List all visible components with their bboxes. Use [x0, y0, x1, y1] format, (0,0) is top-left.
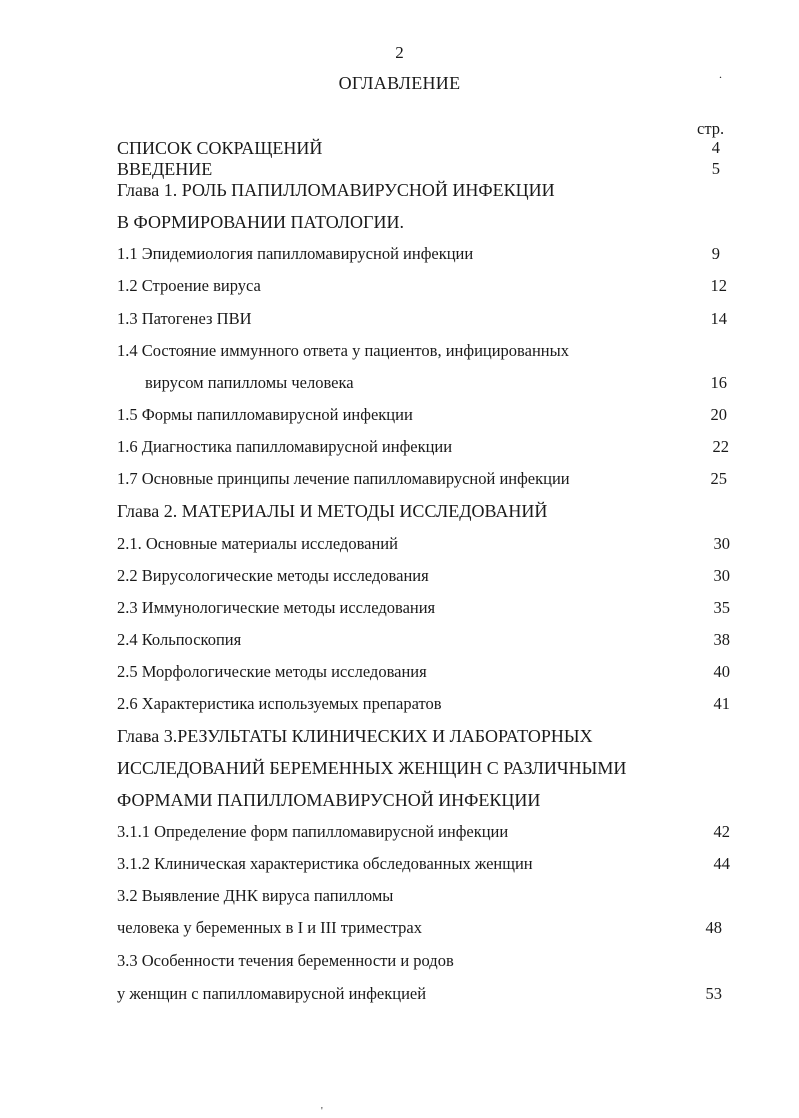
toc-chapter-1-line-1: Глава 1. РОЛЬ ПАПИЛЛОМАВИРУСНОЙ ИНФЕКЦИИ: [117, 180, 555, 200]
toc-chapter-3-line-2: ИССЛЕДОВАНИЙ БЕРЕМЕННЫХ ЖЕНЩИН С РАЗЛИЧНЫМИ: [117, 758, 627, 778]
toc-page-2-2: 30: [713, 566, 730, 585]
toc-entry-1-6: 1.6 Диагностика папилломавирусной инфекции: [117, 437, 453, 456]
toc-entry-1-1: 1.1 Эпидемиология папилломавирусной инфекции: [117, 244, 474, 263]
toc-entry-1-2: 1.2 Строение вируса: [117, 276, 261, 295]
toc-entry-3-3-line-2: у женщин с папилломавирусной инфекцией: [117, 984, 427, 1003]
bottom-mark: ': [321, 1106, 323, 1117]
page-column-header: стр.: [697, 119, 725, 138]
toc-entry-1-5: 1.5 Формы папилломавирусной инфекции: [117, 405, 413, 424]
toc-entry-3-2-line-1: 3.2 Выявление ДНК вируса папилломы: [117, 886, 394, 905]
toc-entry-3-3-line-1: 3.3 Особенности течения беременности и родов: [117, 951, 454, 970]
toc-page-2-4: 38: [713, 630, 730, 649]
page-title: ОГЛАВЛЕНИЕ: [338, 73, 461, 93]
toc-entry-2-5: 2.5 Морфологические методы исследования: [117, 662, 427, 681]
page-number: 2: [395, 43, 404, 62]
corner-mark: .: [719, 67, 722, 81]
toc-page-1-5: 20: [710, 405, 727, 424]
toc-page-1-4: 16: [710, 373, 727, 392]
toc-entry-abbreviations: СПИСОК СОКРАЩЕНИЙ: [117, 138, 323, 158]
toc-page-3-3: 53: [705, 984, 722, 1003]
toc-entry-2-1: 2.1. Основные материалы исследований: [117, 534, 398, 553]
toc-chapter-3-line-1: Глава 3.РЕЗУЛЬТАТЫ КЛИНИЧЕСКИХ И ЛАБОРАТОРНЫХ: [117, 726, 593, 746]
toc-page-2-1: 30: [713, 534, 730, 553]
toc-page-1-6: 22: [712, 437, 729, 456]
toc-chapter-1-line-2: В ФОРМИРОВАНИИ ПАТОЛОГИИ.: [117, 212, 404, 232]
toc-page-1-3: 14: [710, 309, 727, 328]
toc-page-introduction: 5: [711, 159, 720, 178]
toc-entry-2-4: 2.4 Кольпоскопия: [117, 630, 242, 649]
toc-entry-3-2-line-2: человека у беременных в I и III триместрах: [117, 918, 423, 937]
toc-page-abbreviations: 4: [711, 138, 720, 157]
toc-page-3-1-1: 42: [713, 822, 730, 841]
toc-page-1-2: 12: [710, 276, 727, 295]
toc-page-2-6: 41: [713, 694, 730, 713]
toc-entry-2-2: 2.2 Вирусологические методы исследования: [117, 566, 429, 585]
toc-entry-2-6: 2.6 Характеристика используемых препаратов: [117, 694, 442, 713]
toc-entry-1-3: 1.3 Патогенез ПВИ: [117, 309, 252, 328]
toc-entry-2-3: 2.3 Иммунологические методы исследования: [117, 598, 436, 617]
toc-entry-1-4-line-1: 1.4 Состояние иммунного ответа у пациентов, инфицированных: [117, 341, 569, 360]
toc-page-1-7: 25: [710, 469, 727, 488]
toc-page-2-5: 40: [713, 662, 730, 681]
toc-page-3-2: 48: [705, 918, 722, 937]
toc-entry-3-1-1: 3.1.1 Определение форм папилломавирусной инфекции: [117, 822, 509, 841]
toc-page-2-3: 35: [713, 598, 730, 617]
toc-entry-1-7: 1.7 Основные принципы лечение папилломавирусной инфекции: [117, 469, 570, 488]
toc-entry-introduction: ВВЕДЕНИЕ: [117, 159, 213, 179]
toc-chapter-2: Глава 2. МАТЕРИАЛЫ И МЕТОДЫ ИССЛЕДОВАНИЙ: [117, 501, 548, 521]
toc-page-1-1: 9: [711, 244, 720, 263]
toc-entry-1-4-line-2: вирусом папилломы человека: [145, 373, 354, 392]
toc-entry-3-1-2: 3.1.2 Клиническая характеристика обследованных женщин: [117, 854, 533, 873]
toc-page-3-1-2: 44: [713, 854, 730, 873]
toc-chapter-3-line-3: ФОРМАМИ ПАПИЛЛОМАВИРУСНОЙ ИНФЕКЦИИ: [117, 790, 541, 810]
